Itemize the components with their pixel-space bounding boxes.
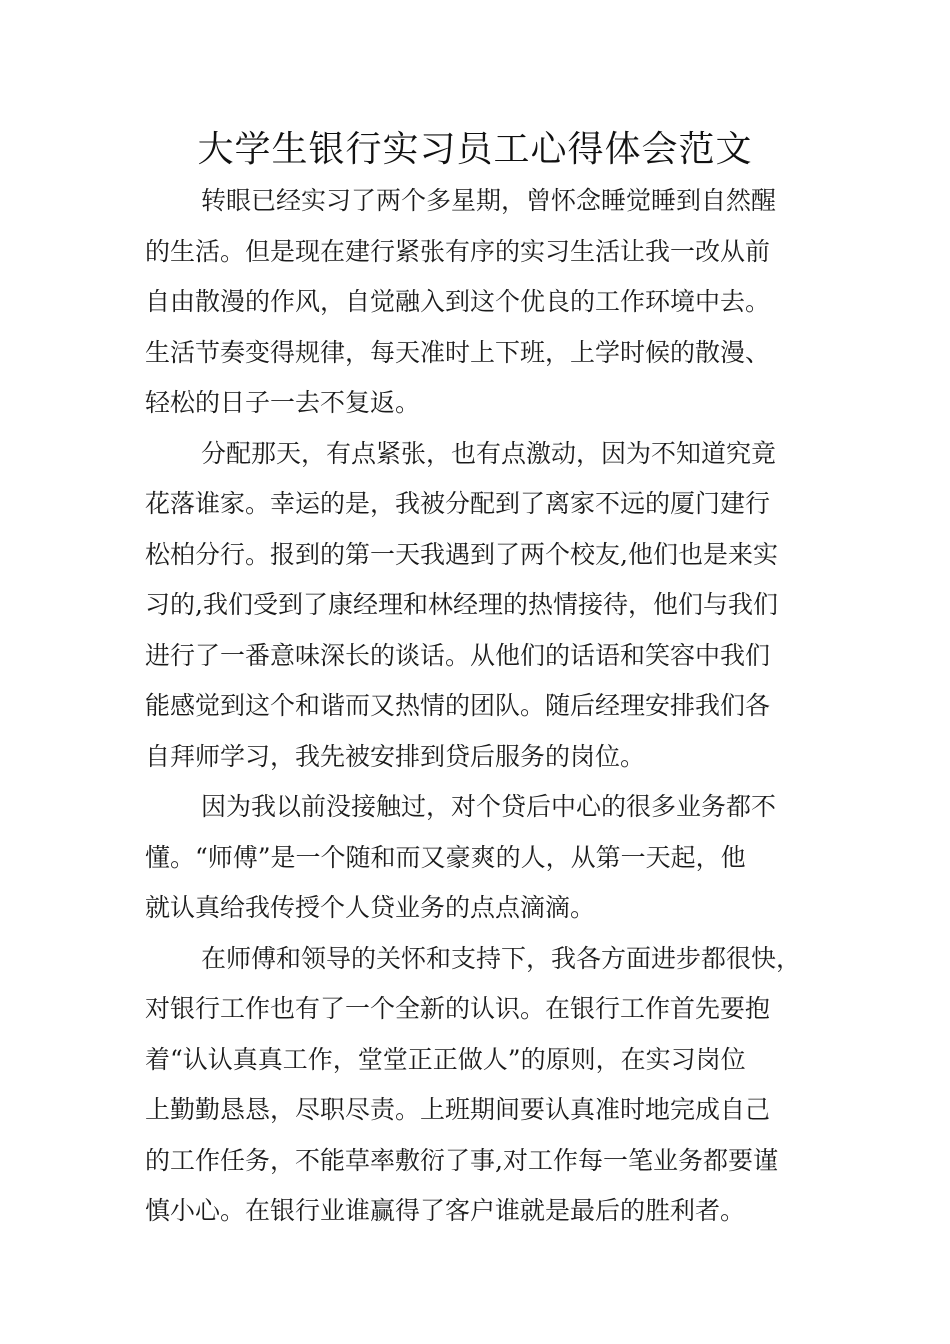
text-line: 就认真给我传授个人贷业务的点点滴滴。 (145, 893, 596, 922)
text-line: 慎小心。在银行业谁赢得了客户谁就是最后的胜利者。 (145, 1196, 746, 1225)
paragraph-3 (145, 782, 810, 934)
document-title: 大学生银行实习员工心得体会范文 (197, 129, 753, 170)
text-line: 着“认认真真工作，堂堂正正做人”的原则，在实习岗位 (145, 1044, 746, 1074)
paragraph-2 (145, 429, 810, 783)
text-line: 生活节奏变得规律，每天准时上下班，上学时候的散漫、 (145, 337, 771, 367)
text-line: 懂。“师傅”是一个随和而又豪爽的人，从第一天起，他 (145, 842, 746, 872)
text-line: 轻松的日子一去不复返。 (145, 388, 421, 417)
text-line: 转眼已经实习了两个多星期，曾怀念睡觉睡到自然醒 (201, 186, 777, 215)
text-line: 松柏分行。报到的第一天我遇到了两个校友,他们也是来实 (145, 539, 778, 569)
text-line: 对银行工作也有了一个全新的认识。在银行工作首先要抱 (145, 994, 771, 1023)
text-line: 能感觉到这个和谐而又热情的团队。随后经理安排我们各 (145, 691, 771, 720)
text-line: 在师傅和领导的关怀和支持下，我各方面进步都很快， (201, 943, 802, 973)
text-line: 自拜师学习，我先被安排到贷后服务的岗位。 (145, 741, 646, 771)
text-line: 习的,我们受到了康经理和林经理的热情接待，他们与我们 (145, 590, 778, 619)
text-line: 分配那天，有点紧张，也有点激动，因为不知道究竟 (201, 438, 777, 468)
text-line: 的生活。但是现在建行紧张有序的实习生活让我一改从前 (145, 236, 771, 266)
paragraph-1 (145, 176, 810, 429)
text-line: 进行了一番意味深长的谈话。从他们的话语和笑容中我们 (145, 640, 771, 670)
text-line: 因为我以前没接触过，对个贷后中心的很多业务都不 (201, 792, 777, 821)
text-line: 上勤勤恳恳，尽职尽责。上班期间要认真准时地完成自己 (145, 1095, 771, 1124)
paragraph-4 (145, 934, 810, 1237)
text-line: 自由散漫的作风，自觉融入到这个优良的工作环境中去。 (145, 287, 771, 316)
document-body (145, 176, 810, 1237)
text-line: 花落谁家。幸运的是，我被分配到了离家不远的厦门建行 (145, 489, 771, 518)
text-line: 的工作任务，不能草率敷衍了事,对工作每一笔业务都要谨 (145, 1145, 778, 1175)
